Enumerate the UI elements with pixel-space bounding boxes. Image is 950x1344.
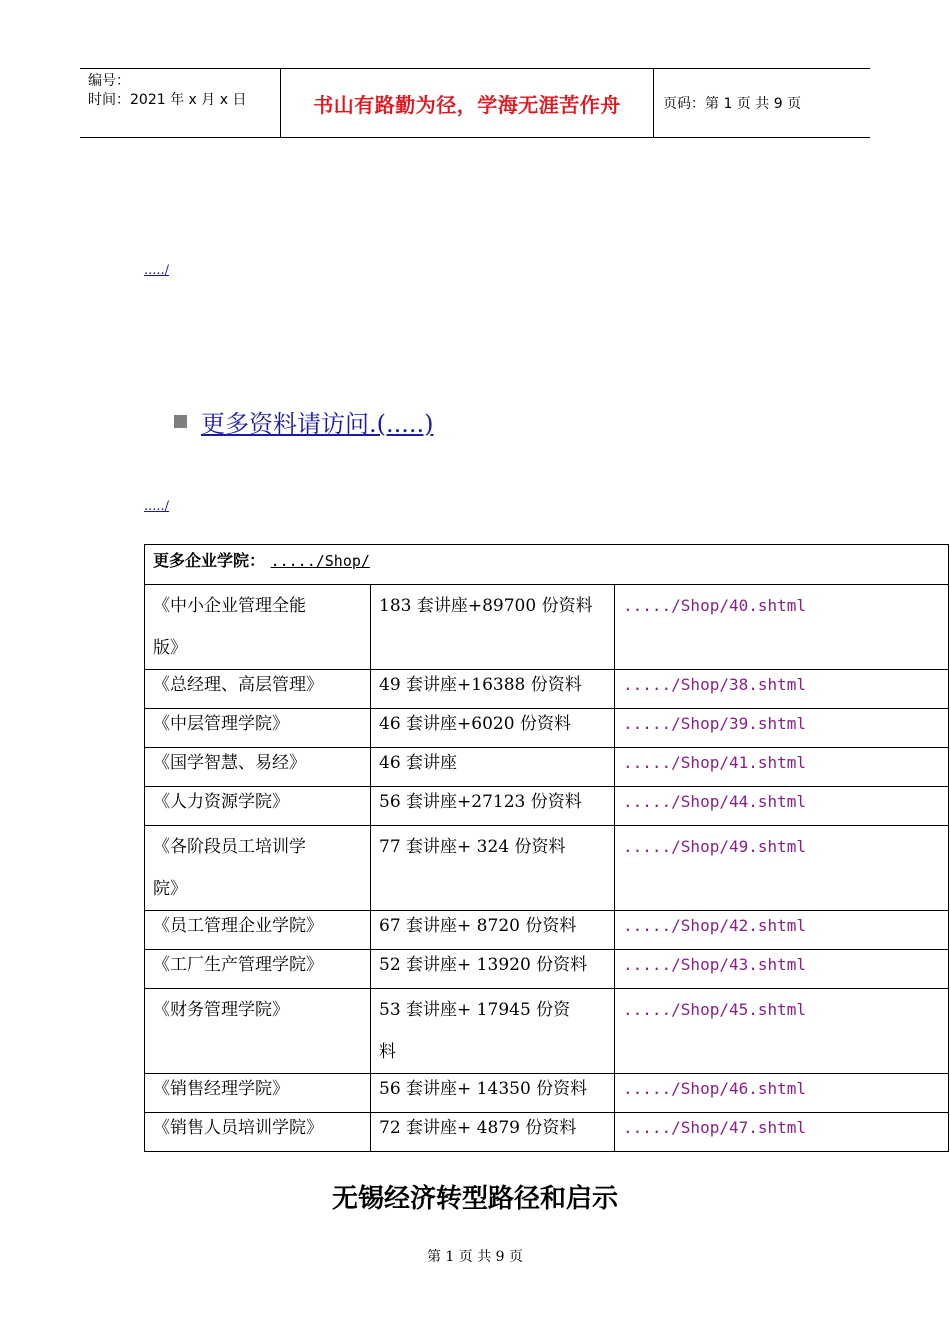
course-name-cell: [145, 989, 371, 1074]
course-url-cell: [615, 1113, 949, 1152]
table-row: [145, 989, 949, 1074]
course-count: 46 套讲座: [379, 753, 458, 773]
academy-table: [144, 544, 949, 1152]
course-url-cell: [615, 748, 949, 787]
course-name: 《工厂生产管理学院》: [153, 955, 323, 975]
course-name: 《国学智慧、易经》: [153, 753, 306, 773]
time-label: 时间：2021 年 x 月 x 日: [88, 92, 247, 108]
course-count-cell: [371, 826, 615, 911]
course-url-cell: [615, 826, 949, 911]
course-count-cell: [371, 911, 615, 950]
table-row: [145, 670, 949, 709]
course-count: 77 套讲座+ 324 份资料: [379, 837, 566, 857]
course-count: 49 套讲座+16388 份资料: [379, 675, 582, 695]
header-meta: [80, 69, 281, 137]
course-count-cell: [371, 709, 615, 748]
table-row: [145, 950, 949, 989]
course-name-cell: [145, 585, 371, 670]
course-count-cell: [371, 989, 615, 1074]
header-page-info: 页码：第 1 页 共 9 页: [663, 96, 802, 112]
course-name-cell: [145, 1074, 371, 1113]
course-url-link[interactable]: ...../Shop/38.shtml: [623, 675, 807, 694]
course-count: 72 套讲座+ 4879 份资料: [379, 1118, 577, 1138]
course-url-link[interactable]: ...../Shop/41.shtml: [623, 753, 807, 772]
course-url-link[interactable]: ...../Shop/39.shtml: [623, 714, 807, 733]
course-count-cell: [371, 585, 615, 670]
course-url-link[interactable]: ...../Shop/43.shtml: [623, 955, 807, 974]
course-count-cell: [371, 748, 615, 787]
course-name: 《员工管理企业学院》: [153, 916, 323, 936]
table-header-row: [145, 545, 949, 585]
course-count-cell: [371, 950, 615, 989]
course-count: 53 套讲座+ 17945 份资: [379, 1000, 571, 1020]
course-name: 《总经理、高层管理》: [153, 675, 323, 695]
course-name-cell: [145, 950, 371, 989]
course-name-cell: [145, 826, 371, 911]
page-footer: 第 1 页 共 9 页: [426, 1249, 524, 1265]
table-row: [145, 748, 949, 787]
course-count: 56 套讲座+27123 份资料: [379, 792, 582, 812]
course-count-cell: [371, 670, 615, 709]
course-url-link[interactable]: ...../Shop/40.shtml: [623, 596, 807, 615]
course-url-cell: [615, 709, 949, 748]
course-name-continued: 院》: [153, 879, 187, 899]
course-url-link[interactable]: ...../Shop/47.shtml: [623, 1118, 807, 1137]
more-info-item: [174, 404, 434, 439]
course-url-cell: [615, 787, 949, 826]
course-count-cell: [371, 1113, 615, 1152]
course-count: 183 套讲座+89700 份资料: [379, 596, 593, 616]
course-name-cell: [145, 787, 371, 826]
course-url-cell: [615, 670, 949, 709]
table-row: [145, 787, 949, 826]
course-count: 56 套讲座+ 14350 份资料: [379, 1079, 588, 1099]
course-name-cell: [145, 911, 371, 950]
course-name: 《销售人员培训学院》: [153, 1118, 323, 1138]
course-count: 52 套讲座+ 13920 份资料: [379, 955, 588, 975]
course-count-cell: [371, 1074, 615, 1113]
number-label: 编号：: [88, 73, 130, 89]
course-name-cell: [145, 1113, 371, 1152]
second-link[interactable]: ...../: [144, 499, 170, 514]
course-url-cell: [615, 1074, 949, 1113]
page-header: [80, 68, 870, 138]
course-name-cell: [145, 748, 371, 787]
table-row: [145, 709, 949, 748]
course-name: 《财务管理学院》: [153, 1000, 289, 1020]
table-row: [145, 1113, 949, 1152]
course-count: 46 套讲座+6020 份资料: [379, 714, 571, 734]
course-url-link[interactable]: ...../Shop/42.shtml: [623, 916, 807, 935]
course-name: 《销售经理学院》: [153, 1079, 289, 1099]
square-bullet-icon: [174, 415, 187, 428]
more-info-link[interactable]: 更多资料请访问.(.....): [201, 410, 434, 438]
course-name-cell: [145, 670, 371, 709]
header-motto: 书山有路勤为径，学海无涯苦作舟: [281, 69, 654, 137]
table-header-url[interactable]: ...../Shop/: [270, 552, 370, 570]
course-name: 《各阶段员工培训学: [153, 837, 306, 857]
course-count-continued: 料: [379, 1042, 396, 1062]
course-url-cell: [615, 585, 949, 670]
table-header-cell: [145, 545, 949, 585]
course-url-cell: [615, 911, 949, 950]
course-name-continued: 版》: [153, 638, 187, 658]
course-name: 《中层管理学院》: [153, 714, 289, 734]
course-count-cell: [371, 787, 615, 826]
table-row: [145, 826, 949, 911]
course-url-link[interactable]: ...../Shop/44.shtml: [623, 792, 807, 811]
course-name: 《人力资源学院》: [153, 792, 289, 812]
table-row: [145, 585, 949, 670]
table-row: [145, 1074, 949, 1113]
course-url-link[interactable]: ...../Shop/46.shtml: [623, 1079, 807, 1098]
table-row: [145, 911, 949, 950]
course-url-link[interactable]: ...../Shop/45.shtml: [623, 1000, 807, 1019]
course-url-link[interactable]: ...../Shop/49.shtml: [623, 837, 807, 856]
course-name: 《中小企业管理全能: [153, 596, 306, 616]
course-count: 67 套讲座+ 8720 份资料: [379, 916, 577, 936]
course-url-cell: [615, 989, 949, 1074]
course-name-cell: [145, 709, 371, 748]
document-title: 无锡经济转型路径和启示: [331, 1184, 618, 1214]
course-url-cell: [615, 950, 949, 989]
top-link[interactable]: ...../: [144, 263, 170, 278]
table-header-label: 更多企业学院：: [153, 551, 266, 570]
